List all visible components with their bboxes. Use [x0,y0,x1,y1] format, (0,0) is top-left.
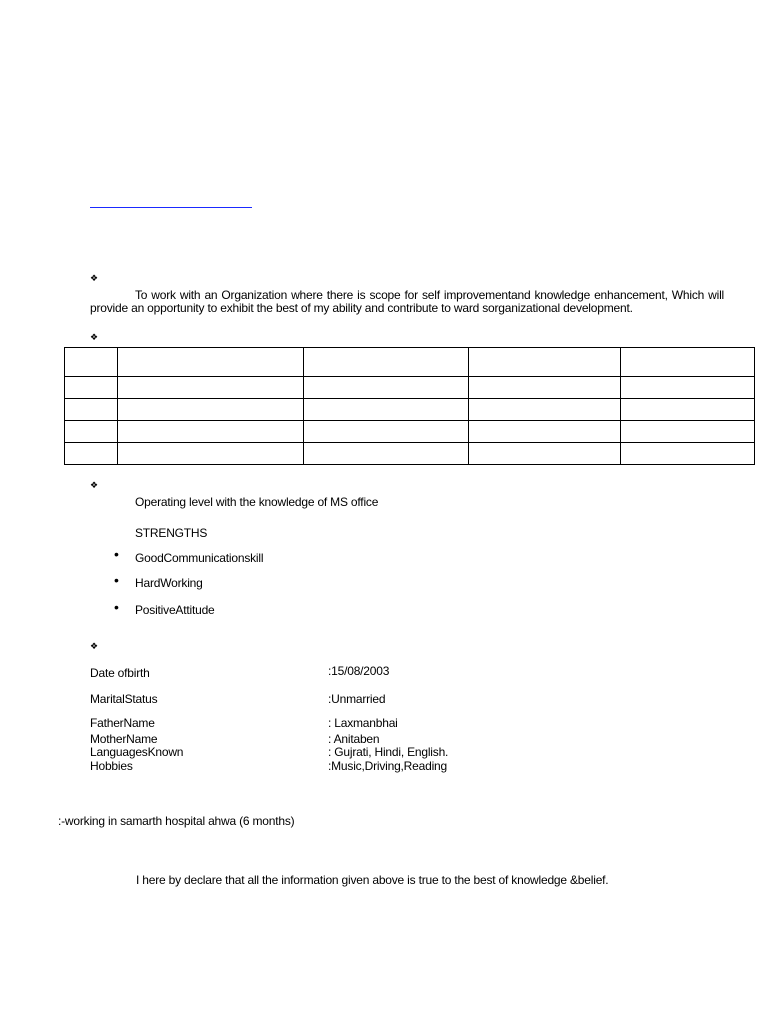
table-cell [469,399,621,421]
marital-status-label: MaritalStatus [90,692,158,706]
father-name-value: : Laxmanbhai [328,716,398,730]
table-cell [469,421,621,443]
table-cell [304,443,469,465]
table-cell [118,348,304,377]
table-cell [621,348,755,377]
table-row [65,443,755,465]
table-cell [65,348,118,377]
strength-item: PositiveAttitude [135,603,215,617]
bullet-dot-icon: • [114,599,119,615]
dob-value: :15/08/2003 [328,664,390,678]
father-name-label: FatherName [90,716,155,730]
table-cell [621,377,755,399]
bullet-dot-icon: • [114,572,119,588]
table-cell [118,421,304,443]
table-cell [65,443,118,465]
table-cell [118,399,304,421]
hobbies-label: Hobbies [90,759,133,773]
table-cell [304,399,469,421]
table-cell [621,399,755,421]
table-cell [621,443,755,465]
mother-name-label: MotherName [90,732,158,746]
table-cell [469,348,621,377]
mother-name-value: : Anitaben [328,732,380,746]
table-cell [65,377,118,399]
table-cell [118,443,304,465]
section-bullet-icon: ❖ [90,274,99,284]
table-cell [469,377,621,399]
dob-label: Date ofbirth [90,666,150,680]
section-bullet-icon: ❖ [90,333,99,343]
experience-text: :-working in samarth hospital ahwa (6 months) [58,814,295,828]
declaration-text: I here by declare that all the information given above is true to the best of knowledge &belief. [136,873,609,887]
bullet-dot-icon: • [114,546,119,562]
computer-skill-text: Operating level with the knowledge of MS office [135,495,379,509]
table-cell [621,421,755,443]
table-cell [118,377,304,399]
table-row [65,399,755,421]
languages-value: : Gujrati, Hindi, English. [328,745,449,759]
strengths-heading: STRENGTHS [135,526,208,540]
section-bullet-icon: ❖ [90,642,99,652]
table-cell [65,399,118,421]
email-link-underline[interactable] [90,207,252,208]
table-row [65,348,755,377]
section-bullet-icon: ❖ [90,481,99,491]
table-row [65,421,755,443]
hobbies-value: :Music,Driving,Reading [328,759,447,773]
table-cell [65,421,118,443]
strength-item: GoodCommunicationskill [135,551,264,565]
table-cell [469,443,621,465]
strength-item: HardWorking [135,576,203,590]
table-row [65,377,755,399]
table-cell [304,348,469,377]
table-cell [304,377,469,399]
education-table [64,347,755,465]
table-cell [304,421,469,443]
objective-text: To work with an Organization where there is scope for self improvementand knowledge enhancement, Which will provide an opportunity to exhibit the best of my ability and contribute to ward sorganizational development. [90,288,724,315]
marital-status-value: :Unmarried [328,692,386,706]
languages-label: LanguagesKnown [90,745,184,759]
